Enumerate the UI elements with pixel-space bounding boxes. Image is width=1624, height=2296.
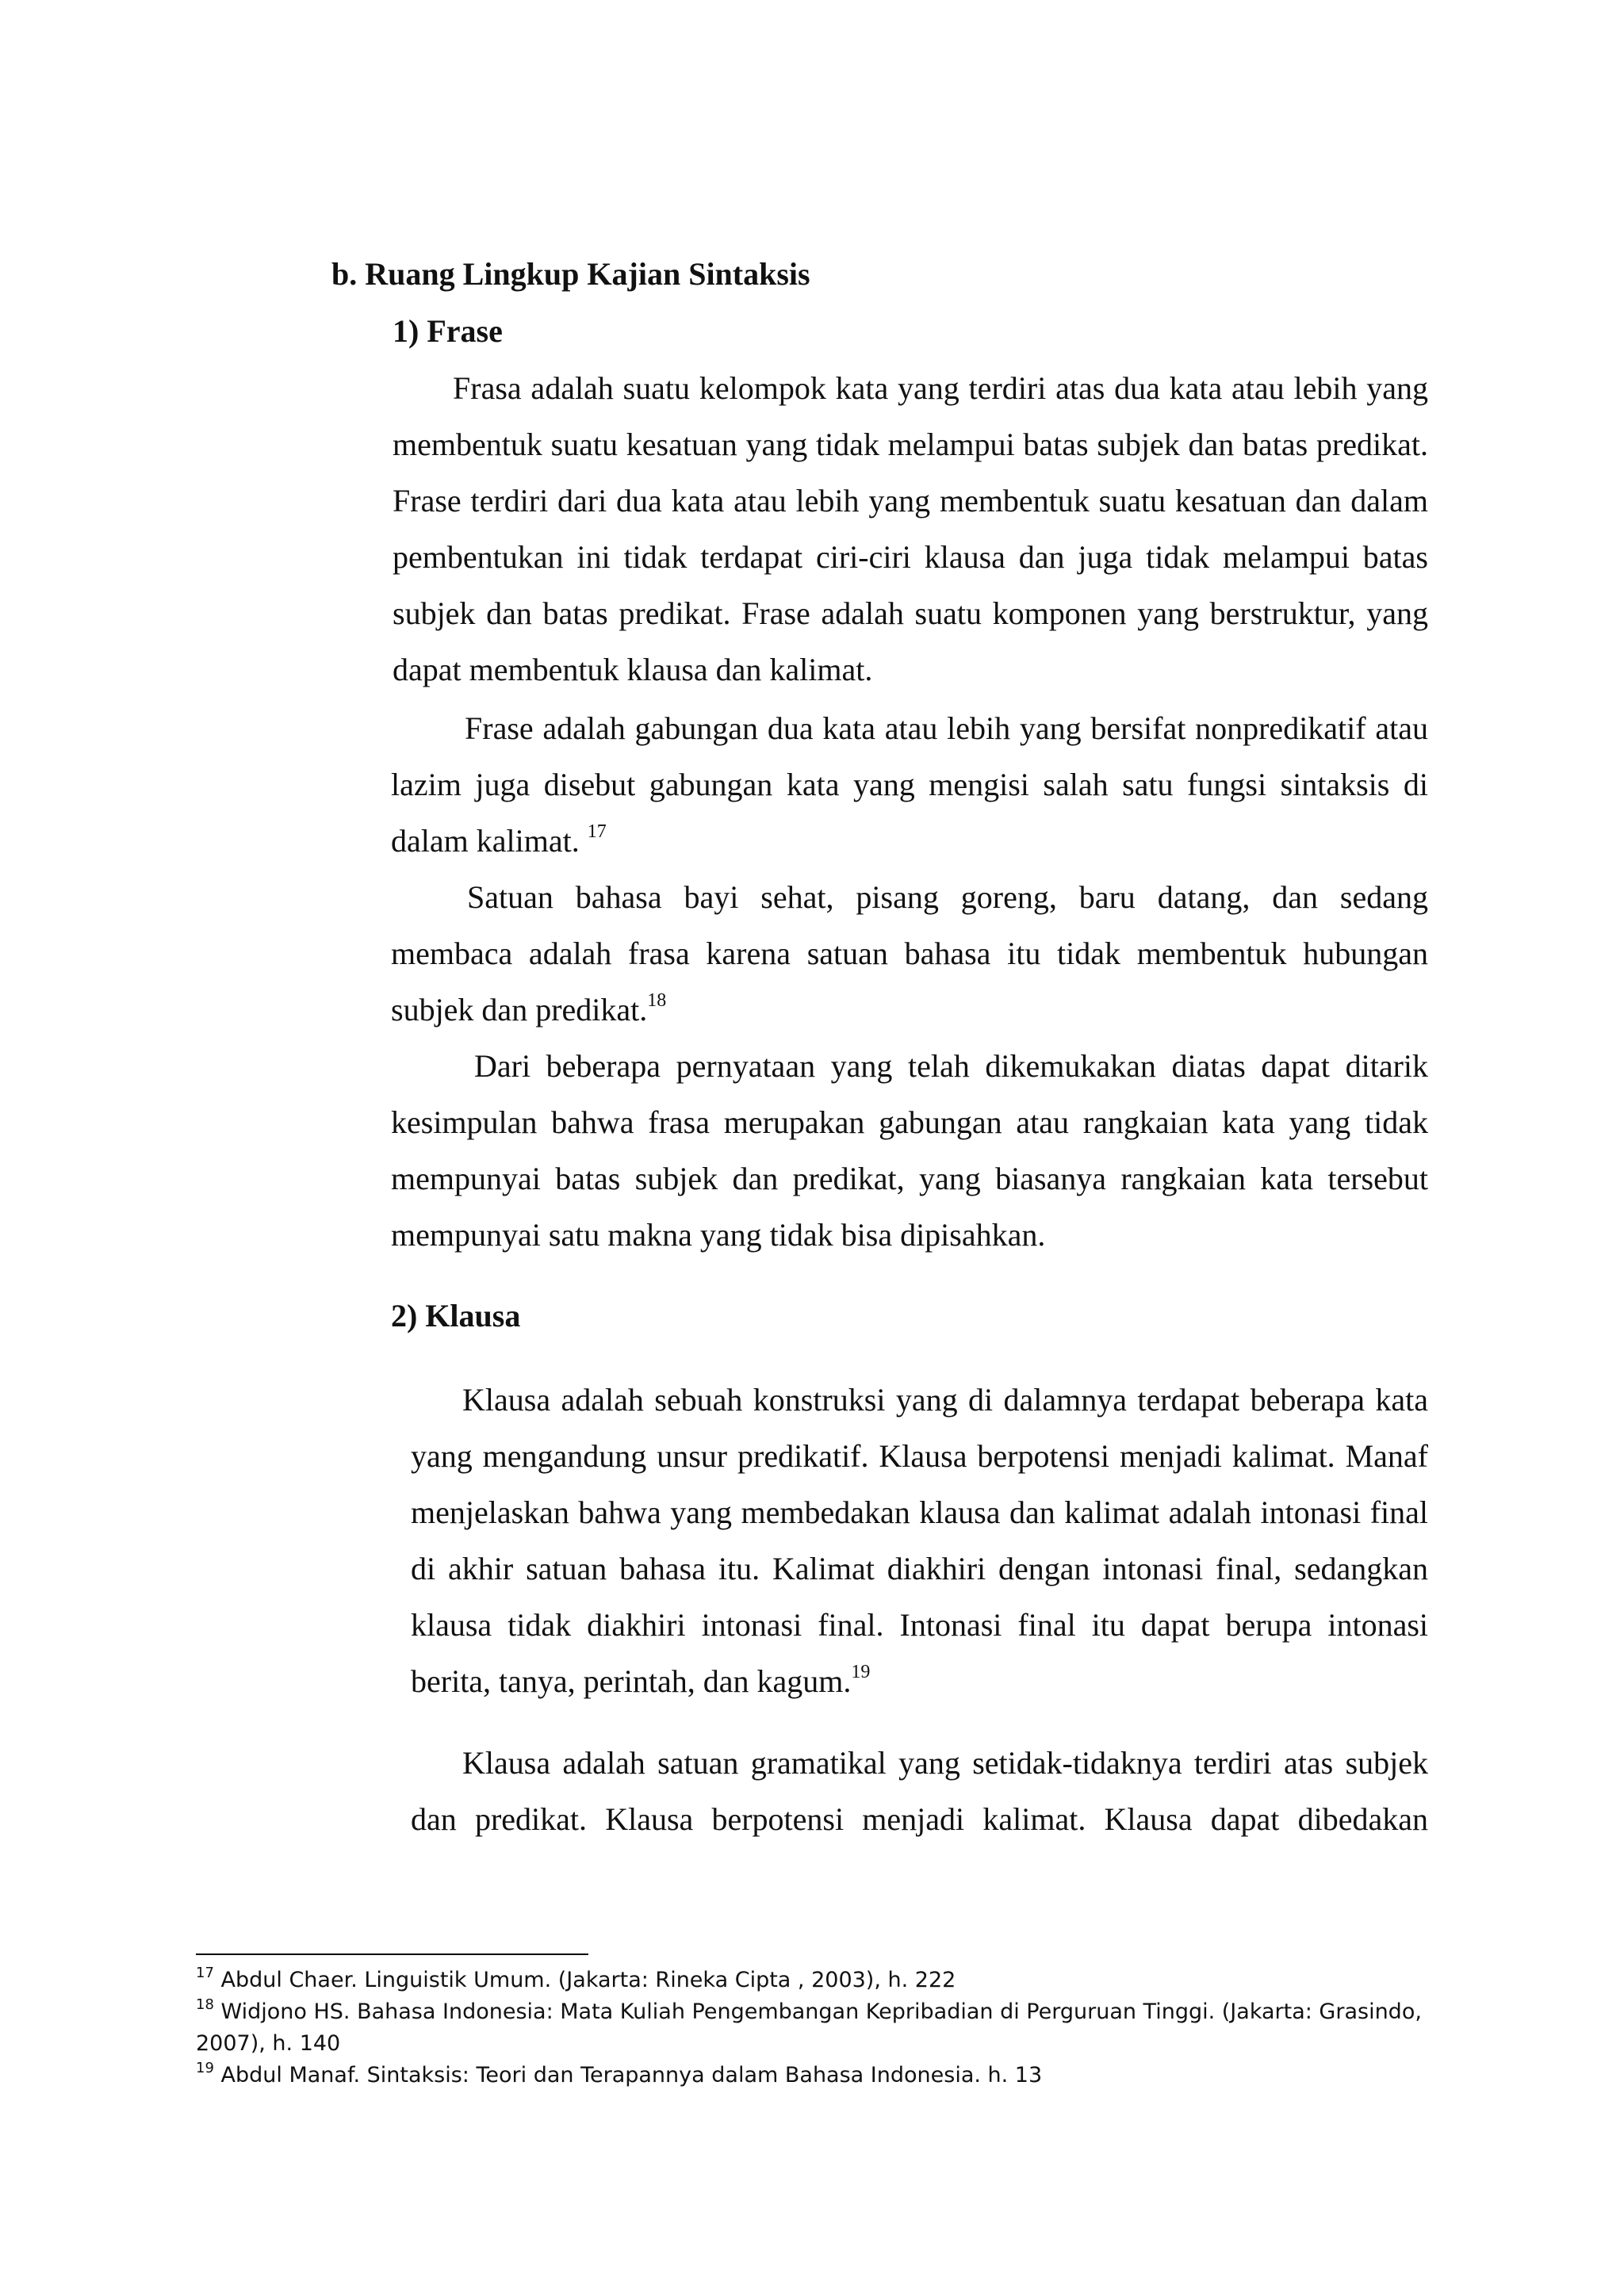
footnote-text: Widjono HS. Bahasa Indonesia: Mata Kuliah Pengembangan Kepribadian di Perguruan Tinggi. (Jakarta: Grasindo, 2007), h. 140 bbox=[196, 1999, 1422, 2056]
frase-paragraph-3-text: Satuan bahasa bayi sehat, pisang goreng, baru datang, dan sedang membaca adalah frasa karena satuan bahasa itu tidak membentuk hubungan subjek dan predikat. bbox=[391, 879, 1428, 1027]
klausa-paragraph-1 bbox=[411, 1372, 1428, 1709]
frase-paragraph-1 bbox=[393, 360, 1428, 698]
frase-title: 1) Frase bbox=[393, 313, 503, 349]
klausa-paragraph-2 bbox=[411, 1735, 1428, 1847]
section-heading: b. Ruang Lingkup Kajian Sintaksis bbox=[331, 256, 810, 292]
frase-paragraph-2 bbox=[391, 700, 1428, 869]
footnote-19 bbox=[196, 2060, 1433, 2091]
footnote-number: 17 bbox=[196, 1965, 214, 1981]
frase-paragraph-2-text: Frase adalah gabungan dua kata atau lebih yang bersifat nonpredikatif atau lazim juga disebut gabungan kata yang mengisi salah satu fungsi sintaksis di dalam kalimat. bbox=[391, 710, 1428, 859]
footnote-ref-19: 19 bbox=[851, 1661, 871, 1682]
footnote-text: Abdul Chaer. Linguistik Umum. (Jakarta: Rineka Cipta , 2003), h. 222 bbox=[220, 1968, 956, 1992]
frase-paragraph-3 bbox=[391, 869, 1428, 1038]
footnote-ref-17: 17 bbox=[587, 821, 607, 842]
footnote-text: Abdul Manaf. Sintaksis: Teori dan Terapannya dalam Bahasa Indonesia. h. 13 bbox=[220, 2063, 1043, 2087]
footnote-18 bbox=[196, 1996, 1433, 2060]
frase-paragraph-4 bbox=[391, 1038, 1428, 1263]
klausa-title: 2) Klausa bbox=[391, 1298, 521, 1334]
footnote-number: 18 bbox=[196, 1996, 214, 2013]
footnote-number: 19 bbox=[196, 2060, 214, 2076]
footnote-separator bbox=[196, 1954, 588, 1955]
klausa-paragraph-1-text: Klausa adalah sebuah konstruksi yang di dalamnya terdapat beberapa kata yang mengandung unsur predikatif. Klausa berpotensi menjadi kalimat. Manaf menjelaskan bahwa yang membedakan klausa dan kalimat adalah intonasi final di akhir satuan bahasa itu. Kalimat diakhiri dengan intonasi final, sedangkan klausa tidak diakhiri intonasi final. Intonasi final itu dapat berupa intonasi berita, tanya, perintah, dan kagum. bbox=[411, 1382, 1428, 1699]
footnote-ref-18: 18 bbox=[647, 989, 667, 1011]
frase-paragraph-4-text: Dari beberapa pernyataan yang telah dikemukakan diatas dapat ditarik kesimpulan bahwa frasa merupakan gabungan atau rangkaian kata yang tidak mempunyai batas subjek dan predikat, yang biasanya rangkaian kata tersebut mempunyai satu makna yang tidak bisa dipisahkan. bbox=[391, 1048, 1428, 1253]
footnotes bbox=[196, 1965, 1433, 2091]
klausa-paragraph-2-text: Klausa adalah satuan gramatikal yang setidak-tidaknya terdiri atas subjek dan predikat. Klausa berpotensi menjadi kalimat. Klausa dapat dibedakan bbox=[411, 1745, 1428, 1837]
footnote-17 bbox=[196, 1965, 1433, 1996]
frase-paragraph-1-text: Frasa adalah suatu kelompok kata yang terdiri atas dua kata atau lebih yang membentuk suatu kesatuan yang tidak melampui batas subjek dan batas predikat. Frase terdiri dari dua kata atau lebih yang membentuk suatu kesatuan dan dalam pembentukan ini tidak terdapat ciri-ciri klausa dan juga tidak melampui batas subjek dan batas predikat. Frase adalah suatu komponen yang berstruktur, yang dapat membentuk klausa dan kalimat. bbox=[393, 370, 1428, 687]
